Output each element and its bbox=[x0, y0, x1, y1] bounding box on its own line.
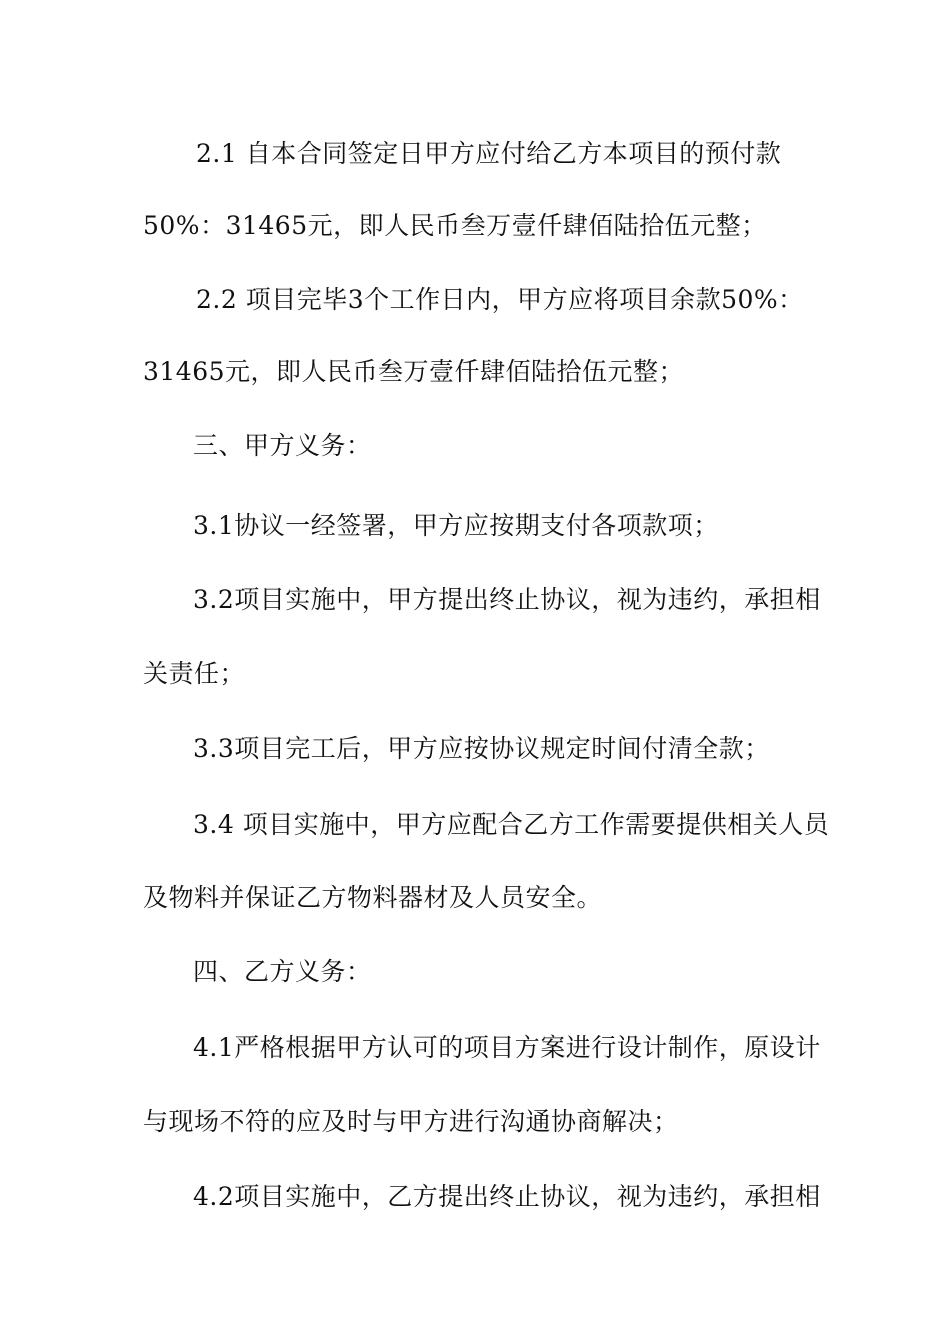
clause-3-4-line-2: 及物料并保证乙方物料器材及人员安全。 bbox=[143, 883, 603, 912]
clause-3-4-line-1: 3.4 项目实施中，甲方应配合乙方工作需要提供相关人员 bbox=[193, 810, 830, 839]
clause-2-1-line-1: 2.1 自本合同签定日甲方应付给乙方本项目的预付款 bbox=[196, 139, 782, 168]
clause-2-1-line-2: 50%：31465元，即人民币叁万壹仟肆佰陆拾伍元整； bbox=[143, 211, 767, 240]
clause-2-2-line-2: 31465元，即人民币叁万壹仟肆佰陆拾伍元整； bbox=[143, 357, 685, 386]
section-3-heading: 三、甲方义务： bbox=[193, 431, 372, 460]
clause-4-1-line-2: 与现场不符的应及时与甲方进行沟通协商解决； bbox=[143, 1107, 679, 1136]
clause-3-2-line-2: 关责任； bbox=[143, 659, 246, 688]
section-4-heading: 四、乙方义务： bbox=[193, 957, 372, 986]
clause-3-2-line-1: 3.2项目实施中，甲方提出终止协议，视为违约，承担相 bbox=[193, 585, 821, 614]
clause-2-2-line-1: 2.2 项目完毕3个工作日内，甲方应将项目余款50%： bbox=[196, 285, 804, 314]
clause-4-2-line-1: 4.2项目实施中，乙方提出终止协议，视为违约，承担相 bbox=[193, 1182, 821, 1211]
clause-3-1-line-1: 3.1协议一经签署，甲方应按期支付各项款项； bbox=[193, 511, 719, 540]
clause-4-1-line-1: 4.1严格根据甲方认可的项目方案进行设计制作，原设计 bbox=[193, 1033, 821, 1062]
clause-3-3-line-1: 3.3项目完工后，甲方应按协议规定时间付清全款； bbox=[193, 734, 770, 763]
